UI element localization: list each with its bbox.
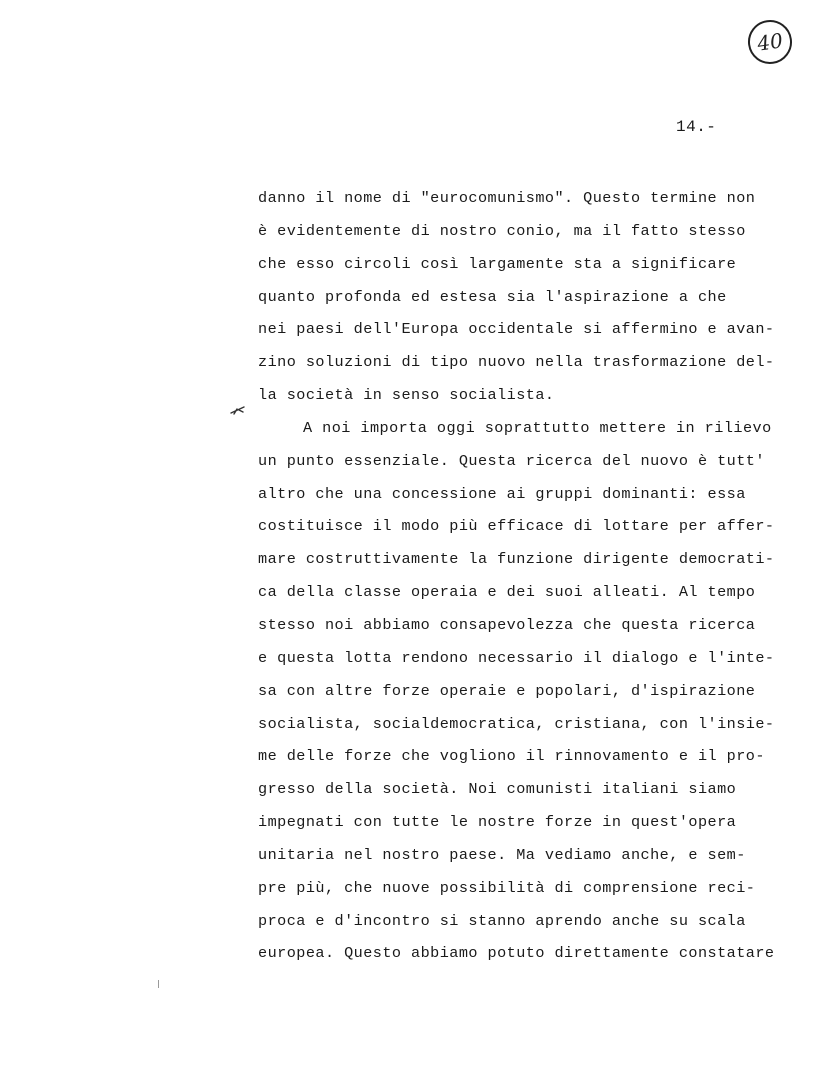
text-line: proca e d'incontro si stanno aprendo anche su scala [258,911,746,930]
text-line: danno il nome di "eurocomunismo". Questo termine non [258,189,756,207]
text-line: mare costruttivamente la funzione dirigente democrati- [258,550,775,569]
text-line: europea. Questo abbiamo potuto direttamente constatare [258,944,775,963]
margin-annotation-icon [230,404,246,416]
text-line: e questa lotta rendono necessario il dialogo e l'inte- [258,648,775,667]
text-line: costituisce il modo più efficace di lottare per affer- [258,517,775,536]
text-line: che esso circoli così largamente sta a significare [258,254,737,273]
text-line: gresso della società. Noi comunisti italiani siamo [258,780,737,799]
handwritten-page-mark [745,17,795,67]
text-line: ca della classe operaia e dei suoi alleati. Al tempo [258,583,756,602]
text-line: me delle forze che vogliono il rinnovamento e il pro- [258,747,765,766]
text-line: pre più, che nuove possibilità di comprensione reci- [258,878,756,897]
page-number: 14.- [676,118,717,136]
text-line: socialista, socialdemocratica, cristiana, con l'insie- [258,714,775,733]
text-line: zino soluzioni di tipo nuovo nella trasformazione del- [258,353,775,372]
text-line: altro che una concessione ai gruppi dominanti: essa [258,484,746,503]
text-line: è evidentemente di nostro conio, ma il fatto stesso [258,221,746,240]
text-line: nei paesi dell'Europa occidentale si affermino e avan- [258,320,775,339]
text-line: la società in senso socialista. [258,386,555,405]
text-line: impegnati con tutte le nostre forze in quest'opera [258,813,737,832]
text-line: un punto essenziale. Questa ricerca del nuovo è tutt' [258,451,765,470]
scan-speck [158,980,159,988]
text-line: stesso noi abbiamo consapevolezza che questa ricerca [258,615,756,634]
text-line: sa con altre forze operaie e popolari, d'ispirazione [258,681,756,700]
text-line: quanto profonda ed estesa sia l'aspirazione a che [258,287,727,306]
body-text [258,182,786,970]
text-line: unitaria nel nostro paese. Ma vediamo anche, e sem- [258,845,746,864]
paragraph-start-line: A noi importa oggi soprattutto mettere in rilievo [303,418,772,437]
handwritten-mark-text: 40 [755,28,785,56]
